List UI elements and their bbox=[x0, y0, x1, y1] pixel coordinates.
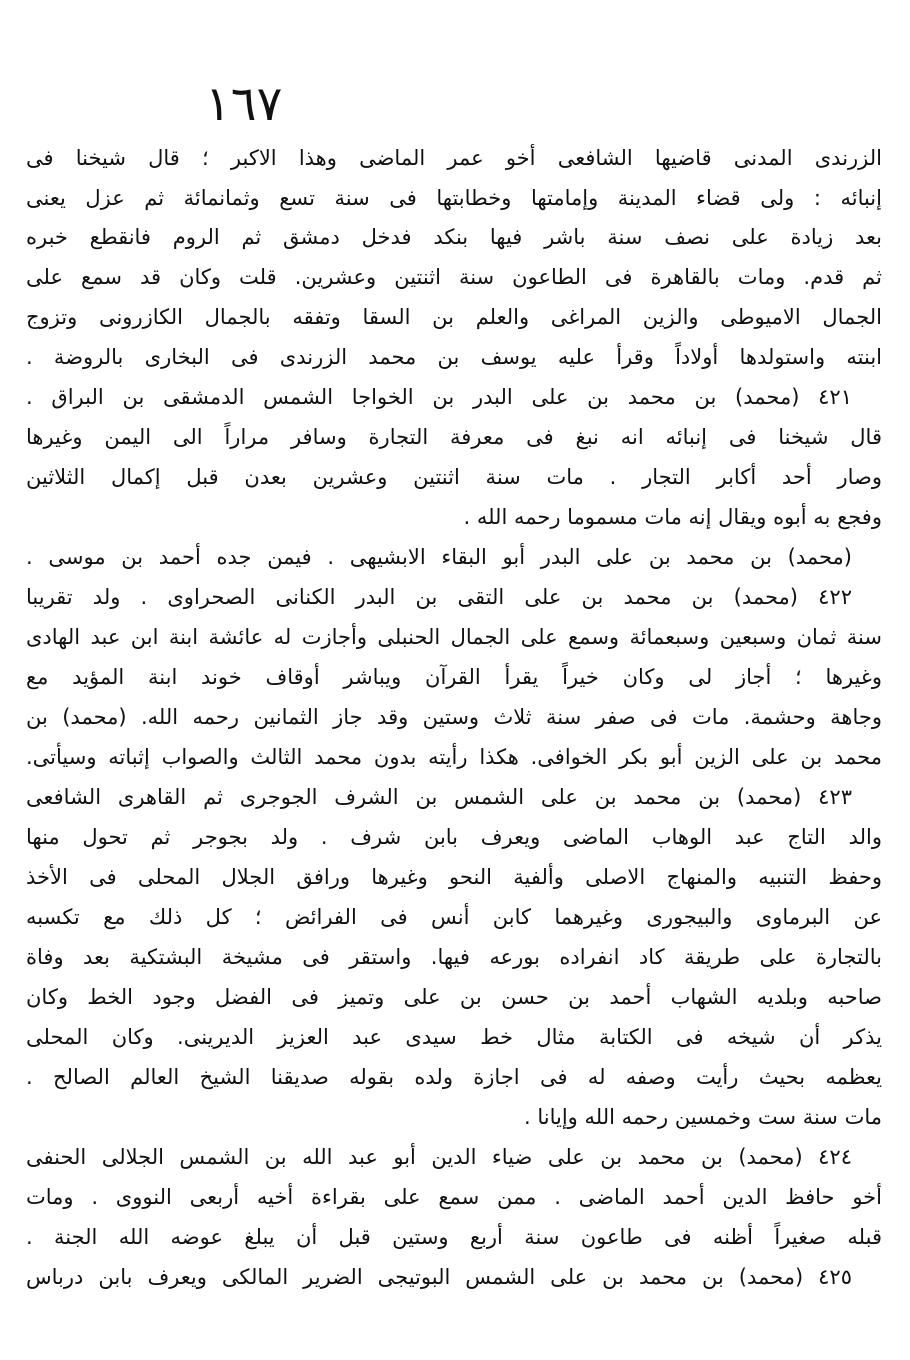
text-line: الجمال الاميوطى والزين المراغى والعلم بن السقا وتفقه بالجمال الكازرونى وتزوج bbox=[26, 305, 882, 329]
text-line: والد التاج عبد الوهاب الماضى ويعرف بابن شرف . ولد بجوجر ثم تحول منها bbox=[26, 825, 882, 849]
text-line: إنبائه : ولى قضاء المدينة وإمامتها وخطابتها فى سنة تسع وثمانمائة ثم عزل يعنى bbox=[26, 186, 882, 210]
entry-heading-425: ٤٢٥ (محمد) بن محمد بن على الشمس البوتيجى الضرير المالكى ويعرف بابن درباس bbox=[26, 1265, 852, 1289]
text-line: عن البرماوى والبيجورى وغيرهما كابن أنس فى الفرائض ؛ كل ذلك مع تكسبه bbox=[26, 905, 882, 929]
text-line: صاحبه وبلديه الشهاب أحمد بن حسن بن على وتميز فى الفضل وجود الخط وكان bbox=[26, 985, 882, 1009]
text-line: ابنته واستولدها أولاداً وقرأ عليه يوسف بن محمد الزرندى فى البخارى بالروضة . bbox=[26, 345, 882, 369]
text-line: يذكر أن شيخه فى الكتابة مثال خط سيدى عبد العزيز الديرينى. وكان المحلى bbox=[26, 1025, 882, 1049]
text-line: مات سنة ست وخمسين رحمه الله وإيانا . bbox=[524, 1105, 882, 1129]
text-line: وفجع به أبوه ويقال إنه مات مسموما رحمه الله . bbox=[463, 505, 882, 529]
entry-heading-424: ٤٢٤ (محمد) بن محمد بن على ضياء الدين أبو عبد الله بن الشمس الجلالى الحنفى bbox=[26, 1145, 852, 1169]
cross-reference-line: (محمد) بن محمد بن على البدر أبو البقاء الابشيهى . فيمن جده أحمد بن موسى . bbox=[26, 545, 852, 569]
text-line: بعد زيادة على نصف سنة باشر فيها بنكد فدخل دمشق ثم الروم فانقطع خبره bbox=[26, 225, 882, 249]
text-line: أخو حافظ الدين أحمد الماضى . ممن سمع على بقراءة أخيه أربعى النووى . ومات bbox=[26, 1185, 882, 1209]
text-line: ثم قدم. ومات بالقاهرة فى الطاعون سنة اثنتين وعشرين. قلت وكان قد سمع على bbox=[26, 265, 882, 289]
text-line: وجاهة وحشمة. مات فى صفر سنة ثلاث وستين وقد جاز الثمانين رحمه الله. (محمد) بن bbox=[26, 705, 882, 729]
text-line: محمد بن على الزين أبو بكر الخوافى. هكذا رأيته بدون محمد الثالث والصواب إثباته وسيأتى. bbox=[26, 745, 882, 769]
text-line: وحفظ التنبيه والمنهاج الاصلى وألفية النحو وغيرها ورافق الجلال المحلى فى الأخذ bbox=[26, 865, 882, 889]
entry-heading-421: ٤٢١ (محمد) بن محمد بن على البدر بن الخواجا الشمس الدمشقى بن البراق . bbox=[26, 385, 852, 409]
text-line: وغيرها ؛ أجاز لى وكان خيراً يقرأ القرآن ويباشر أوقاف خوند ابنة المؤيد مع bbox=[26, 665, 882, 689]
page-number: ١٦٧ bbox=[205, 76, 283, 132]
text-line: سنة ثمان وسبعين وسبعمائة وسمع على الجمال الحنبلى وأجازت له عائشة ابنة ابن عبد الهادى bbox=[26, 625, 882, 649]
text-line: يعظمه بحيث رأيت وصفه له فى اجازة ولده بقوله صديقنا الشيخ العالم الصالح . bbox=[26, 1065, 882, 1089]
text-line: بالتجارة على طريقة كاد انفراده بورعه فيها. واستقر فى مشيخة البشتكية بعد وفاة bbox=[26, 945, 882, 969]
text-line: وصار أحد أكابر التجار . مات سنة اثنتين وعشرين بعدن قبل إكمال الثلاثين bbox=[26, 465, 882, 489]
entry-heading-423: ٤٢٣ (محمد) بن محمد بن على الشمس بن الشرف الجوجرى ثم القاهرى الشافعى bbox=[26, 785, 852, 809]
text-line: قبله صغيراً أظنه فى طاعون سنة أربع وستين قبل أن يبلغ عوضه الله الجنة . bbox=[26, 1225, 882, 1249]
text-line: قال شيخنا فى إنبائه انه نبغ فى معرفة التجارة وسافر مراراً الى اليمن وغيرها bbox=[26, 425, 882, 449]
text-line: الزرندى المدنى قاضيها الشافعى أخو عمر الماضى وهذا الاكبر ؛ قال شيخنا فى bbox=[26, 146, 882, 170]
entry-heading-422: ٤٢٢ (محمد) بن محمد بن على التقى بن البدر الكنانى الصحراوى . ولد تقريبا bbox=[26, 585, 852, 609]
